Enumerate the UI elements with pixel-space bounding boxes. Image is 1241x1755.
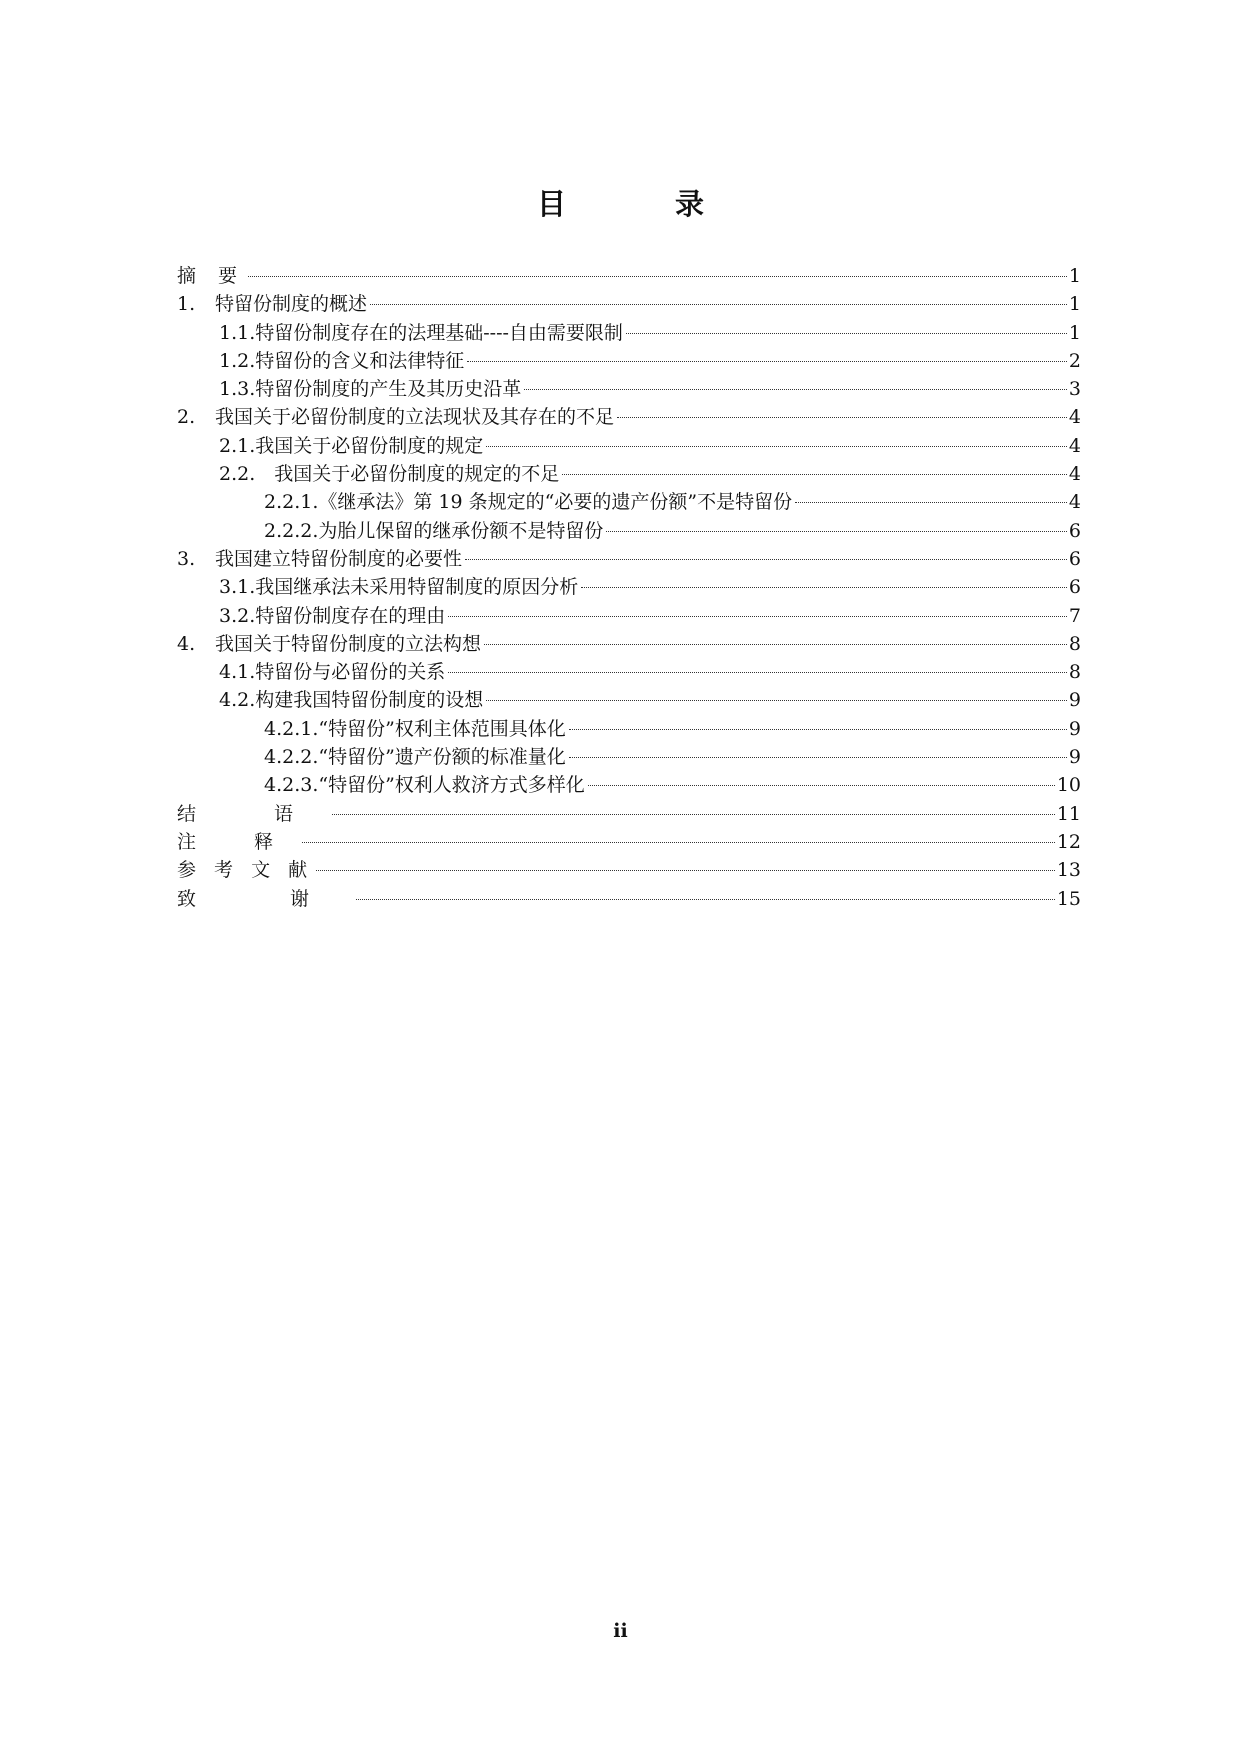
- toc-entry-text: 特留份制度的概述: [215, 293, 368, 316]
- toc-entry-number: 1.: [177, 293, 196, 316]
- toc-page-number: 4: [1068, 463, 1081, 486]
- toc-entry[interactable]: [177, 885, 1081, 913]
- toc-dot-leader: [524, 389, 1067, 390]
- toc-entry-text: 4.2.构建我国特留份制度的设想: [219, 689, 484, 712]
- toc-page-number: 9: [1068, 746, 1081, 769]
- toc-dot-leader: [248, 276, 1067, 277]
- toc-entry[interactable]: [177, 630, 1081, 658]
- toc-entry[interactable]: [177, 460, 1081, 488]
- toc-dot-leader: [448, 672, 1067, 673]
- toc-page-number: 13: [1056, 859, 1081, 882]
- table-of-contents: [177, 262, 1081, 913]
- toc-page-number: 4: [1068, 434, 1081, 457]
- toc-page-number: 8: [1068, 632, 1081, 655]
- toc-page-number: 2: [1068, 349, 1081, 372]
- toc-entry-text: 1.3.特留份制度的产生及其历史沿革: [219, 378, 522, 401]
- toc-title: 目 录: [536, 187, 744, 221]
- toc-dot-leader: [356, 899, 1055, 900]
- toc-dot-leader: [617, 417, 1067, 418]
- toc-entry-text: 结 语: [177, 802, 330, 825]
- toc-entry[interactable]: [177, 432, 1081, 460]
- toc-dot-leader: [486, 446, 1067, 447]
- toc-dot-leader: [448, 616, 1067, 617]
- toc-entry[interactable]: [177, 658, 1081, 686]
- toc-entry-text: 我国建立特留份制度的必要性: [215, 547, 463, 570]
- toc-dot-leader: [467, 361, 1067, 362]
- toc-entry-text: 3.2.特留份制度存在的理由: [219, 604, 446, 627]
- toc-dot-leader: [484, 644, 1067, 645]
- toc-entry-text: 4.2.1.“特留份”权利主体范围具体化: [264, 717, 566, 740]
- toc-entry-text: 2.2.1.《继承法》第 19 条规定的“必要的遗产份额”不是特留份: [264, 491, 793, 514]
- toc-entry[interactable]: [177, 347, 1081, 375]
- toc-entry-text: 参 考 文 献: [177, 859, 314, 882]
- toc-page-number: 9: [1068, 689, 1081, 712]
- toc-dot-leader: [569, 729, 1067, 730]
- toc-entry[interactable]: [177, 403, 1081, 431]
- toc-entry[interactable]: [177, 573, 1081, 601]
- toc-entry-text: 摘 要: [177, 265, 246, 287]
- toc-entry-text: 我国关于特留份制度的立法构想: [215, 632, 482, 655]
- toc-entry[interactable]: [177, 290, 1081, 318]
- toc-page-number: 6: [1068, 576, 1081, 599]
- toc-dot-leader: [332, 814, 1055, 815]
- toc-entry[interactable]: [177, 828, 1081, 856]
- toc-entry[interactable]: [177, 800, 1081, 828]
- toc-entry-text: 1.2.特留份的含义和法律特征: [219, 349, 465, 372]
- toc-dot-leader: [486, 700, 1067, 701]
- toc-dot-leader: [606, 531, 1067, 532]
- toc-entry-text: 1.1.特留份制度存在的法理基础----自由需要限制: [219, 321, 623, 344]
- toc-entry-number: 2.: [177, 406, 196, 429]
- toc-entry-text: 2.2.2.为胎儿保留的继承份额不是特留份: [264, 519, 604, 542]
- toc-dot-leader: [370, 304, 1067, 305]
- toc-dot-leader: [626, 333, 1067, 334]
- toc-entry[interactable]: [177, 686, 1081, 714]
- toc-page-number: 7: [1068, 604, 1081, 627]
- toc-page-number: 11: [1056, 802, 1081, 825]
- toc-page-number: 1: [1068, 265, 1081, 287]
- toc-dot-leader: [316, 870, 1055, 871]
- toc-page-number: 6: [1068, 547, 1081, 570]
- toc-entry[interactable]: [177, 602, 1081, 630]
- toc-dot-leader: [302, 842, 1055, 843]
- toc-entry[interactable]: [177, 743, 1081, 771]
- toc-entry-text: 我国关于必留份制度的立法现状及其存在的不足: [215, 406, 615, 429]
- toc-dot-leader: [588, 785, 1055, 786]
- toc-entry[interactable]: [177, 262, 1081, 290]
- toc-entry[interactable]: [177, 488, 1081, 516]
- toc-entry[interactable]: [177, 375, 1081, 403]
- page-number-footer: ii: [613, 1620, 628, 1642]
- toc-page-number: 9: [1068, 717, 1081, 740]
- toc-page-number: 8: [1068, 661, 1081, 684]
- toc-page-number: 15: [1056, 887, 1081, 910]
- toc-dot-leader: [581, 587, 1067, 588]
- toc-page-number: 3: [1068, 378, 1081, 401]
- toc-page-number: 6: [1068, 519, 1081, 542]
- toc-page-number: 4: [1068, 406, 1081, 429]
- toc-entry-text: 致 谢: [177, 887, 354, 910]
- toc-page-number: 4: [1068, 491, 1081, 514]
- toc-page-number: 10: [1056, 774, 1081, 797]
- toc-entry-number: 4.: [177, 632, 196, 655]
- toc-entry-text: 3.1.我国继承法未采用特留制度的原因分析: [219, 576, 579, 599]
- toc-entry[interactable]: [177, 517, 1081, 545]
- toc-dot-leader: [465, 559, 1067, 560]
- toc-entry[interactable]: [177, 771, 1081, 799]
- toc-entry-text: 2.2. 我国关于必留份制度的规定的不足: [219, 463, 560, 486]
- toc-entry-text: 4.1.特留份与必留份的关系: [219, 661, 446, 684]
- toc-entry[interactable]: [177, 715, 1081, 743]
- toc-page-number: 12: [1056, 830, 1081, 853]
- toc-dot-leader: [795, 502, 1067, 503]
- toc-entry[interactable]: [177, 545, 1081, 573]
- toc-dot-leader: [562, 474, 1067, 475]
- toc-entry-text: 注 释: [177, 830, 300, 853]
- toc-page-number: 1: [1068, 293, 1081, 316]
- toc-entry-text: 2.1.我国关于必留份制度的规定: [219, 434, 484, 457]
- toc-entry-text: 4.2.3.“特留份”权利人救济方式多样化: [264, 774, 585, 797]
- toc-page-number: 1: [1068, 321, 1081, 344]
- toc-entry-number: 3.: [177, 547, 196, 570]
- toc-entry[interactable]: [177, 856, 1081, 884]
- toc-entry-text: 4.2.2.“特留份”遗产份额的标准量化: [264, 746, 566, 769]
- toc-dot-leader: [569, 757, 1067, 758]
- toc-entry[interactable]: [177, 319, 1081, 347]
